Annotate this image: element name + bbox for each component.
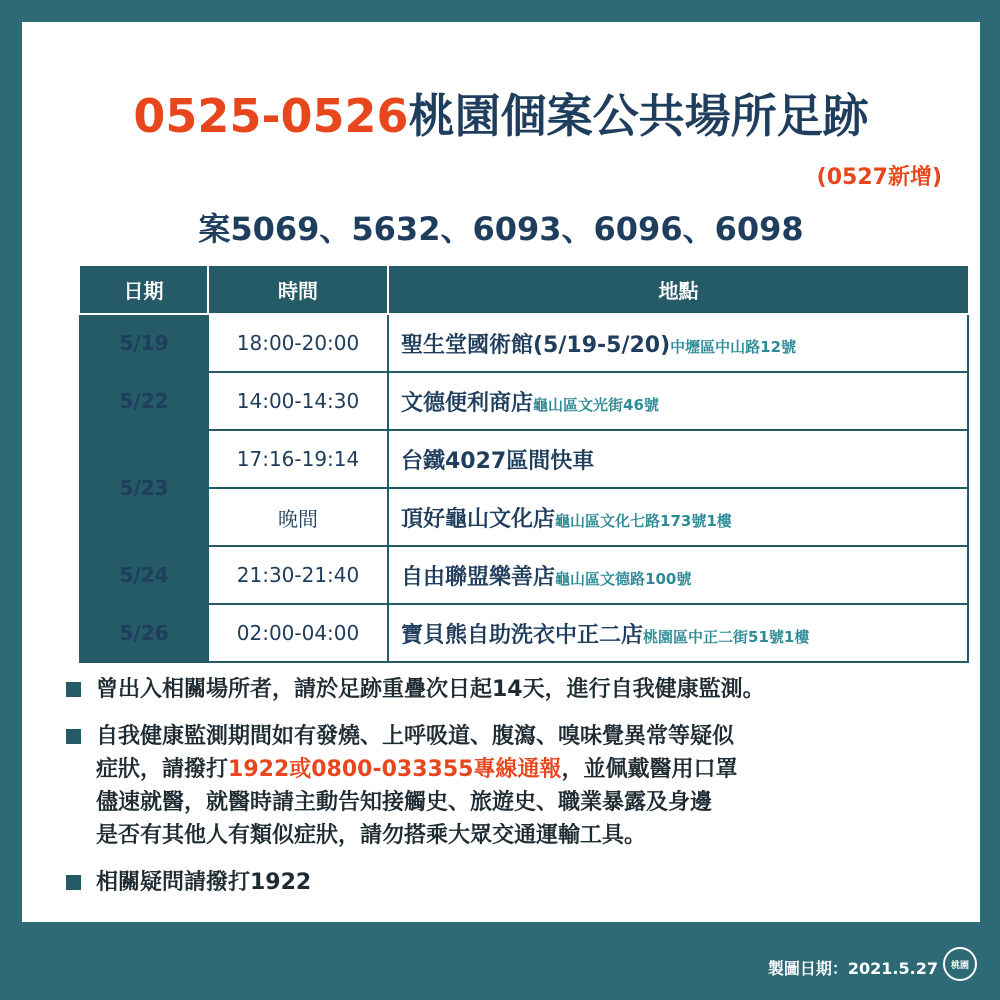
row-date: 5/24 — [80, 546, 208, 604]
title-text: 桃園個案公共場所足跡 — [408, 89, 869, 143]
table-row — [80, 604, 968, 662]
place-address: 中壢區中山路12號 — [670, 337, 797, 356]
note-item — [66, 866, 946, 899]
table-row — [80, 546, 968, 604]
note-line: 自我健康監測期間如有發燒、上呼吸道、腹瀉、嗅味覺異常等疑似 — [96, 724, 735, 749]
taoyuan-logo-icon — [943, 947, 977, 981]
row-time: 18:00-20:00 — [208, 314, 388, 372]
row-place — [388, 372, 968, 430]
square-bullet-icon — [66, 875, 81, 890]
row-time: 14:00-14:30 — [208, 372, 388, 430]
place-name: 台鐵4027區間快車 — [401, 448, 595, 474]
table-row — [80, 488, 968, 546]
note-item — [66, 720, 946, 852]
table-row — [80, 430, 968, 488]
table-row — [80, 372, 968, 430]
case-numbers: 案5069、5632、6093、6096、6098 — [198, 210, 804, 248]
row-time: 21:30-21:40 — [208, 546, 388, 604]
row-place — [388, 604, 968, 662]
place-name: 頂好龜山文化店 — [401, 506, 556, 532]
row-place — [388, 430, 968, 488]
note-text: 症狀，請撥打 — [96, 757, 229, 782]
place-address: 龜山區文光街46號 — [533, 395, 659, 414]
note-text: 相關疑問請撥打1922 — [96, 870, 312, 895]
place-name: 聖生堂國術館(5/19-5/20) — [401, 332, 671, 358]
place-address: 桃園區中正二街51號1樓 — [643, 627, 810, 646]
note-text: 曾出入相關場所者，請於足跡重疊次日起14天，進行自我健康監測。 — [96, 677, 765, 702]
note-line: 是否有其他人有類似症狀，請勿搭乘大眾交通運輸工具。 — [96, 823, 647, 848]
place-name: 自由聯盟樂善店 — [401, 564, 556, 590]
row-time: 17:16-19:14 — [208, 430, 388, 488]
title-dates: 0525-0526 — [133, 89, 409, 143]
square-bullet-icon — [66, 682, 81, 697]
logo-text: 桃園 — [950, 960, 969, 971]
table-header-row — [80, 266, 968, 314]
row-place — [388, 488, 968, 546]
note-text: ，並佩戴醫用口罩 — [561, 757, 738, 782]
new-badge: (0527新增) — [816, 165, 942, 190]
header-time: 時間 — [208, 266, 388, 314]
note-line: 儘速就醫，就醫時請主動告知接觸史、旅遊史、職業暴露及身邊 — [96, 790, 713, 815]
row-date: 5/23 — [80, 430, 208, 546]
row-date: 5/22 — [80, 372, 208, 430]
made-date: 製圖日期：2021.5.27 — [767, 959, 938, 978]
row-place — [388, 314, 968, 372]
row-time: 晚間 — [208, 488, 388, 546]
row-date: 5/19 — [80, 314, 208, 372]
row-place — [388, 546, 968, 604]
header-date: 日期 — [80, 266, 208, 314]
place-name: 寶貝熊自助洗衣中正二店 — [401, 622, 644, 648]
table-row — [80, 314, 968, 372]
note-item — [66, 673, 946, 706]
place-name: 文德便利商店 — [401, 390, 534, 416]
header-place: 地點 — [388, 266, 968, 314]
place-address: 龜山區文德路100號 — [555, 569, 692, 588]
square-bullet-icon — [66, 729, 81, 744]
page-title — [22, 86, 980, 146]
footprint-table — [79, 266, 969, 663]
hotline-highlight: 1922或0800-033355專線通報 — [228, 757, 562, 782]
place-address: 龜山區文化七路173號1樓 — [555, 511, 732, 530]
row-time: 02:00-04:00 — [208, 604, 388, 662]
note-line — [96, 753, 946, 786]
notes-list — [66, 673, 946, 913]
row-date: 5/26 — [80, 604, 208, 662]
